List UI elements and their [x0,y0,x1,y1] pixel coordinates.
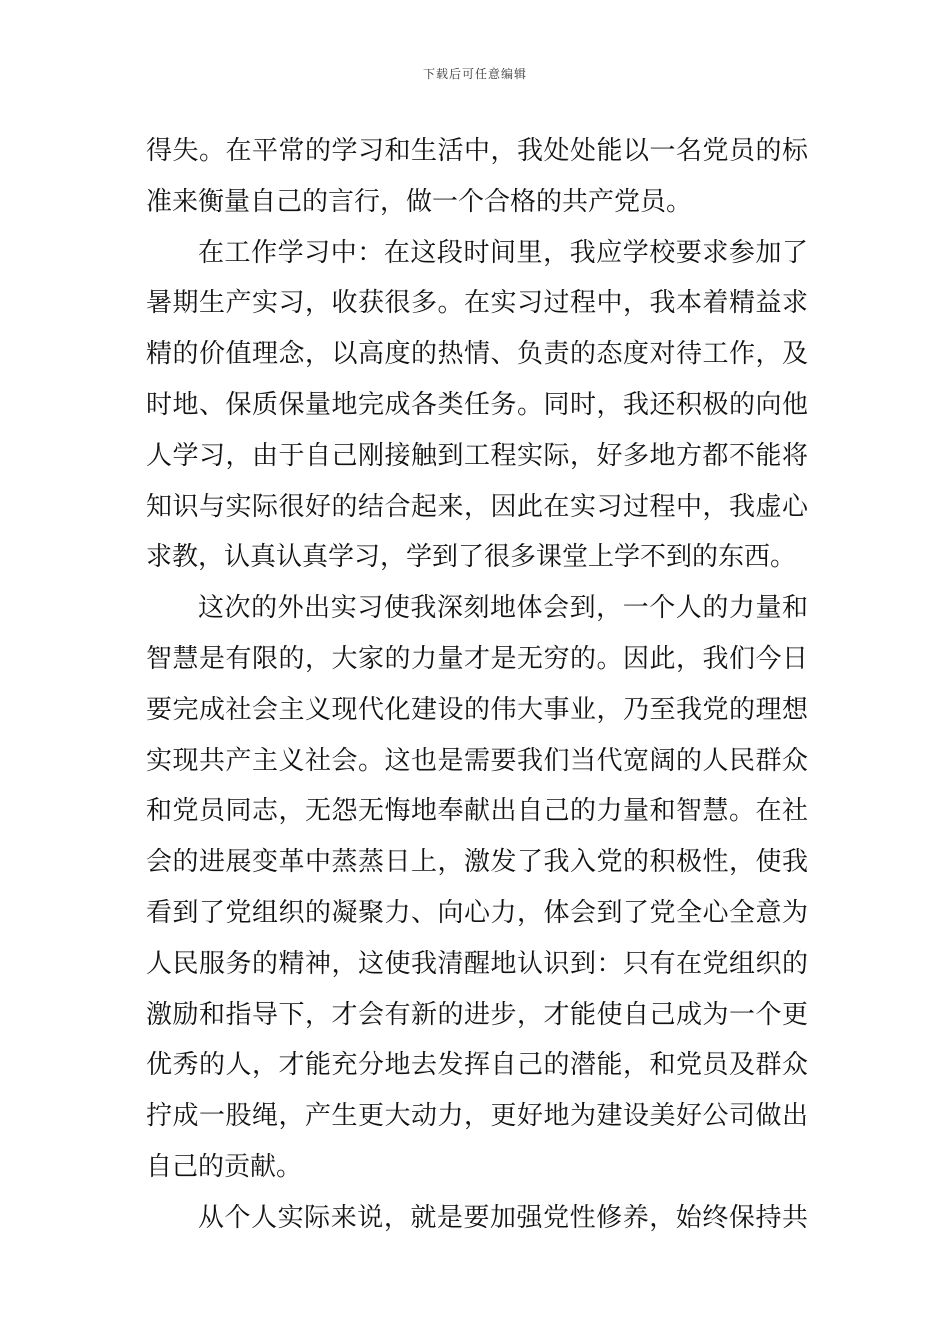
body-text [146,126,808,1244]
text-line: 和党员同志，无怨无悔地奉献出自己的力量和智慧。在社 [146,796,808,827]
text-line: 要完成社会主义现代化建设的伟大事业，乃至我党的理想 [146,694,808,725]
text-line: 激励和指导下，才会有新的进步，才能使自己成为一个更 [146,999,808,1030]
text-line: 看到了党组织的凝聚力、向心力，体会到了党全心全意为 [146,897,808,928]
text-line: 求教，认真认真学习，学到了很多课堂上学不到的东西。 [146,542,797,573]
text-line: 智慧是有限的，大家的力量才是无穷的。因此，我们今日 [146,643,808,674]
text-line: 得失。在平常的学习和生活中，我处处能以一名党员的标 [146,136,808,166]
text-line: 拧成一股绳，产生更大动力，更好地为建设美好公司做出 [146,1101,808,1132]
text-line: 暑期生产实习，收获很多。在实习过程中，我本着精益求 [146,288,808,319]
text-line: 实现共产主义社会。这也是需要我们当代宽阔的人民群众 [146,745,808,776]
text-line: 精的价值理念，以高度的热情、负责的态度对待工作，及 [146,339,808,370]
text-line: 自己的贡献。 [146,1151,303,1182]
text-line: 准来衡量自己的言行，做一个合格的共产党员。 [146,186,693,217]
page-header: 下载后可任意编辑 [422,67,527,81]
text-line: 从个人实际来说，就是要加强党性修养，始终保持共 [198,1202,808,1233]
text-line: 优秀的人，才能充分地去发挥自己的潜能，和党员及群众 [146,1050,808,1081]
text-line: 在工作学习中：在这段时间里，我应学校要求参加了 [198,237,808,268]
text-line: 人民服务的精神，这使我清醒地认识到：只有在党组织的 [146,948,808,979]
text-line: 这次的外出实习使我深刻地体会到，一个人的力量和 [198,593,808,624]
text-line: 时地、保质保量地完成各类任务。同时，我还积极的向他 [146,389,808,420]
text-line: 知识与实际很好的结合起来，因此在实习过程中，我虚心 [146,491,808,522]
text-line: 会的进展变革中蒸蒸日上，激发了我入党的积极性，使我 [146,847,808,878]
text-line: 人学习，由于自己刚接触到工程实际，好多地方都不能将 [146,440,808,471]
